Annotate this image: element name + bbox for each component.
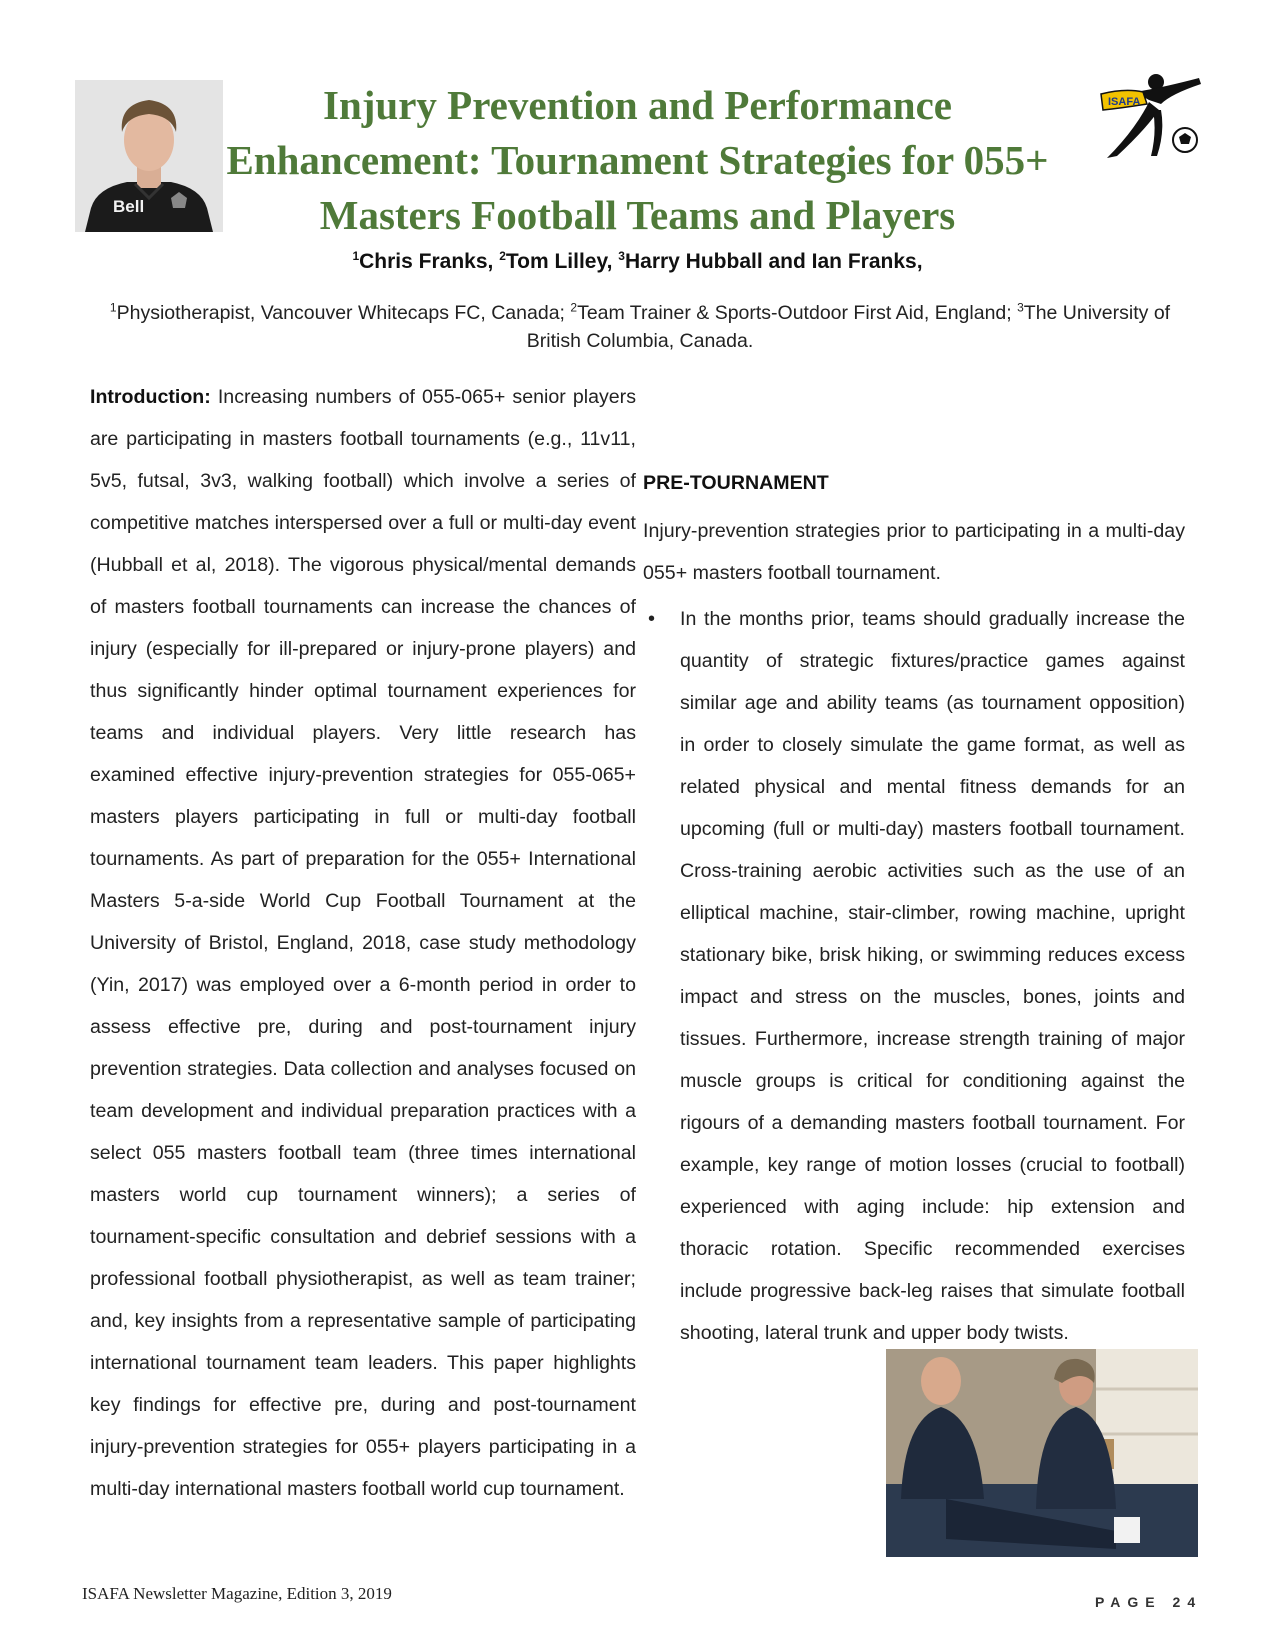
intro-text: Increasing numbers of 055-065+ senior players are participating in masters football tournaments (e.g., 11v11, 5v5, futsal, 3v3, walking football) which involve a series of competitive matches interspersed over a full or multi-day event (Hubball et al, 2018). The vigorous physical/mental demands of masters football tournaments can increase the chances of injury (especially for ill-prepared or injury-prone players) and thus significantly hinder optimal tournament experiences for teams and individual players. Very little research has examined effective injury-prevention strategies for 055-065+ masters players participating in full or multi-day football tournaments. As part of preparation for the 055+ International Masters 5-a-side World Cup Football Tournament at the University of Bristol, England, 2018, case study methodology (Yin, 2017) was employed over a 6-month period in order to assess effective pre, during and post-tournament injury prevention strategies. Data collection and analyses focused on team development and individual preparation practices with a select 055 masters football team (three times international masters world cup tournament winners); a series of tournament-specific consultation and debrief sessions with a professional football physiotherapist, as well as team trainer; and, key insights from a representative sample of participating international tournament team leaders. This paper highlights key findings for effective pre, during and post-tournament injury-prevention strategies for 055+ players participating in a multi-day international masters football world cup tournament.: [90, 386, 636, 1500]
bullet-text: In the months prior, teams should gradually increase the quantity of strategic fixtures/practice games against similar age and ability teams (as tournament opposition) in order to closely simulate the game format, as well as related physical and mental fitness demands for an upcoming (full or multi-day) masters football tournament. Cross-training aerobic activities such as the use of an elliptical machine, stair-climber, rowing machine, upright stationary bike, brisk hiking, or swimming reduces excess impact and stress on the muscles, bones, joints and tissues. Furthermore, increase strength training of major muscle groups is critical for conditioning against the rigours of a demanding masters football tournament. For example, key range of motion losses (crucial to football) experienced with aging include: hip extension and thoracic rotation. Specific recommended exercises include progressive back-leg raises that simulate football shooting, lateral trunk and upper body twists.: [680, 608, 1185, 1344]
affiliation-2-sup: 2: [570, 300, 578, 315]
pre-tournament-column: [643, 370, 1185, 1354]
author-2-sup: 2: [499, 249, 506, 263]
intro-column: [90, 376, 636, 1510]
svg-text:Bell: Bell: [113, 197, 145, 216]
affiliation-1: Physiotherapist, Vancouver Whitecaps FC, Canada;: [116, 302, 571, 324]
title-line-3: Masters Football Teams and Players: [319, 192, 956, 238]
title-line-1: Injury Prevention and Performance: [323, 82, 952, 128]
author-1-sup: 1: [352, 249, 360, 263]
page-number: PAGE 24: [1095, 1594, 1203, 1610]
isafa-logo: [1095, 70, 1207, 168]
article-title: [215, 78, 1060, 243]
author-list: [0, 250, 1275, 274]
bullet-marker: •: [648, 608, 656, 630]
intro-continuation-spacer: [643, 370, 1185, 454]
pre-tournament-intro: Injury-prevention strategies prior to participating in a multi-day 055+ masters football tournament.: [643, 520, 1185, 584]
affiliation-2: Team Trainer & Sports-Outdoor First Aid, England;: [577, 302, 1018, 324]
footer-publication: ISAFA Newsletter Magazine, Edition 3, 2019: [82, 1584, 392, 1603]
author-photo: [75, 80, 223, 232]
author-3: Harry Hubball and Ian Franks,: [624, 250, 923, 273]
author-1: Chris Franks,: [359, 250, 500, 273]
title-line-2: Enhancement: Tournament Strategies for 055+: [226, 137, 1049, 183]
list-item: [643, 598, 1185, 1354]
affiliation-3-sup: 3: [1017, 300, 1024, 315]
exercise-photo: [886, 1349, 1198, 1557]
intro-label: Introduction:: [90, 386, 211, 408]
author-3-sup: 3: [618, 249, 625, 263]
section-heading-pre-tournament: PRE-TOURNAMENT: [643, 472, 829, 494]
isafa-logo-text: ISAFA: [1108, 96, 1141, 108]
affiliation-3: The University of British Columbia, Canada.: [526, 302, 1171, 352]
affiliation-1-sup: 1: [109, 300, 117, 315]
author-2: Tom Lilley,: [505, 250, 619, 273]
affiliations: [85, 299, 1195, 355]
